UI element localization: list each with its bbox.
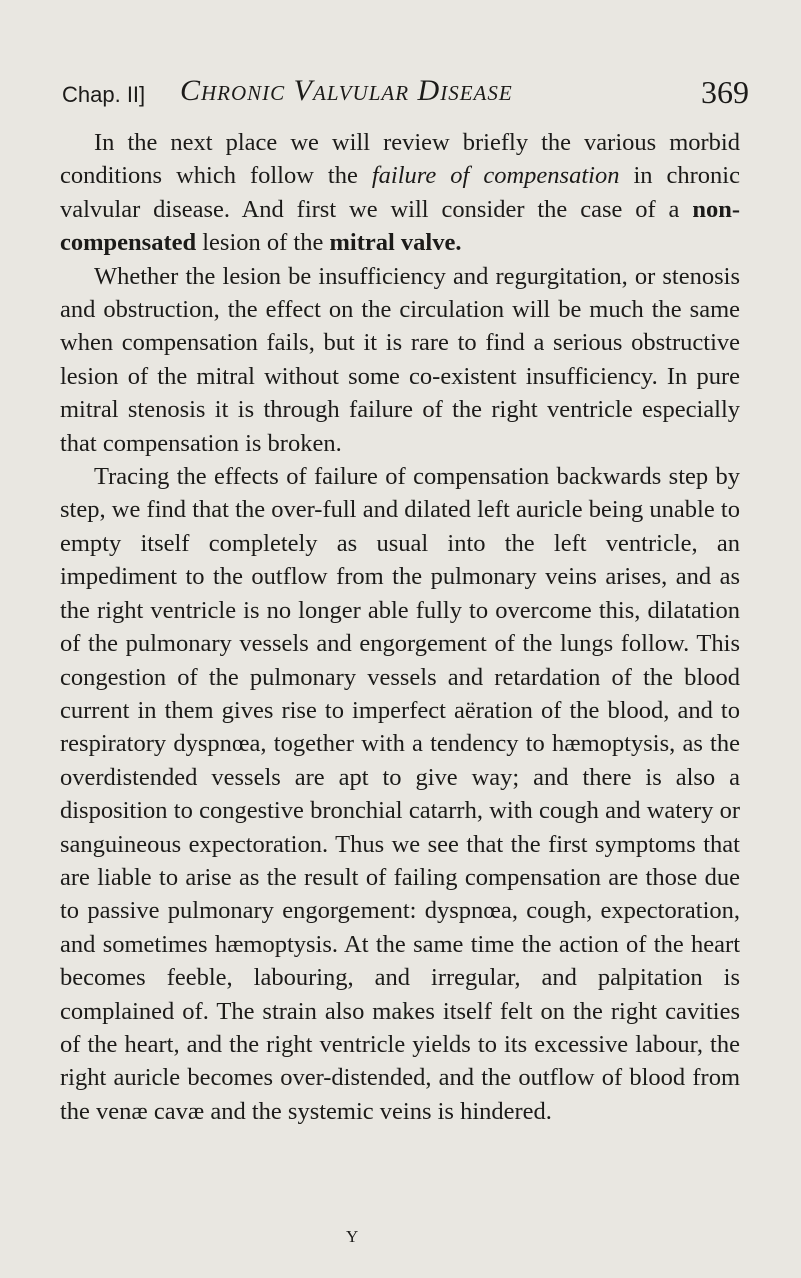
running-title: Chronic Valvular Disease: [180, 74, 513, 107]
signature-mark: Y: [346, 1227, 359, 1246]
paragraph-3: Tracing the effects of failure of compensation backwards step by step, we find that the over-full and dilated left auricle being unable to empty itself completely as usual into the left ventricle, an impediment to the outflow from the pulmonary veins arises, and as the right ventricle is no longer able fully to overcome this, dilatation of the pulmonary vessels and engorgement of the lungs follow. This congestion of the pulmonary vessels and retardation of the blood current in them gives rise to imperfect aëration of the blood, and to respiratory dyspnœa, together with a tendency to hæmoptysis, as the overdistended vessels are apt to give way; and there is also a disposition to congestive bronchial catarrh, with cough and watery or sanguineous expectoration. Thus we see that the first symptoms that are liable to arise as the result of failing compensation are those due to passive pulmonary engorgement: dyspnœa, cough, expectoration, and sometimes hæmoptysis. At the same time the action of the heart becomes feeble, labouring, and irregular, and palpitation is complained of. The strain also makes itself felt on the right cavities of the heart, and the right ventricle yields to its excessive labour, the right auricle becomes over-distended, and the outflow of blood from the venæ cavæ and the systemic veins is hindered.: [60, 463, 740, 1125]
paragraph-1: [60, 126, 740, 260]
p1-bold-mitral-valve: mitral valve.: [329, 229, 462, 257]
chapter-label: Chap. II]: [62, 82, 146, 107]
body-text: [60, 126, 740, 1128]
p1-text-c: lesion of the: [196, 229, 330, 257]
page-number: 369: [701, 74, 749, 110]
p1-text-a: In the next place we will review briefly the various morbid conditions which follow the: [60, 129, 740, 190]
p1-bold-noncompensated: non-compensated: [60, 195, 740, 257]
p1-text-b: in chronic valvular disease. And first we will consider the case of a: [60, 162, 740, 223]
running-header: [62, 74, 749, 114]
p1-italic: failure of compensation: [371, 162, 620, 190]
paragraph-2: Whether the lesion be insufficiency and regurgitation, or stenosis and obstruction, the effect on the circulation will be much the same when compensation fails, but it is rare to find a serious obstructive lesion of the mitral without some co-existent insufficiency. In pure mitral stenosis it is through failure of the right ventricle especially that compensation is broken.: [60, 262, 740, 457]
